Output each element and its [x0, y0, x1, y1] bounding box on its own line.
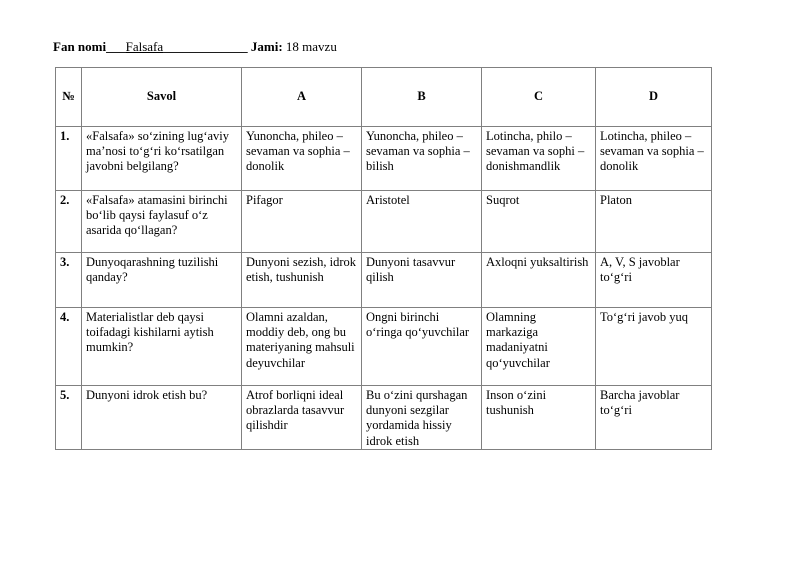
subject-label: Fan nomi — [53, 39, 107, 54]
answer-c-cell: Suqrot — [482, 191, 596, 253]
table-row — [56, 253, 712, 308]
total-value: 18 mavzu — [285, 39, 337, 54]
answer-a-cell: Olamni azaldan, moddiy deb, ong bu materiyaning mahsuli deyuvchilar — [242, 308, 362, 386]
answer-a-cell: Yunoncha, phileo – sevaman va sophia – donolik — [242, 127, 362, 191]
column-header-number: № — [56, 68, 82, 127]
table-row — [56, 191, 712, 253]
table-header-row — [56, 68, 712, 127]
subject-prefix-blank: ___ — [106, 39, 126, 54]
question-cell: «Falsafa» so‘zining lug‘aviy ma’nosi to‘g‘ri ko‘rsatilgan javobni belgilang? — [82, 127, 242, 191]
answer-b-cell: Yunoncha, phileo – sevaman va sophia – bilish — [362, 127, 482, 191]
answer-c-cell: Inson o‘zini tushunish — [482, 386, 596, 450]
table-row — [56, 308, 712, 386]
row-number: 5. — [56, 386, 82, 450]
question-cell: Dunyoni idrok etish bu? — [82, 386, 242, 450]
answer-a-cell: Pifagor — [242, 191, 362, 253]
answer-b-cell: Ongni birinchi o‘ringa qo‘yuvchilar — [362, 308, 482, 386]
column-header-b: B — [362, 68, 482, 127]
question-cell: Materialistlar deb qaysi toifadagi kishilarni aytish mumkin? — [82, 308, 242, 386]
column-header-c: C — [482, 68, 596, 127]
answer-d-cell: Barcha javoblar to‘g‘ri — [596, 386, 712, 450]
answer-d-cell: A, V, S javoblar to‘g‘ri — [596, 253, 712, 308]
column-header-question: Savol — [82, 68, 242, 127]
answer-c-cell: Olamning markaziga madaniyatni qo‘yuvchilar — [482, 308, 596, 386]
quiz-table — [55, 67, 712, 450]
answer-d-cell: To‘g‘ri javob yuq — [596, 308, 712, 386]
answer-d-cell: Platon — [596, 191, 712, 253]
answer-a-cell: Atrof borliqni ideal obrazlarda tasavvur qilishdir — [242, 386, 362, 450]
row-number: 4. — [56, 308, 82, 386]
total-label: Jami: — [250, 39, 283, 54]
answer-d-cell: Lotincha, phileo – sevaman va sophia – donolik — [596, 127, 712, 191]
column-header-d: D — [596, 68, 712, 127]
row-number: 3. — [56, 253, 82, 308]
answer-b-cell: Bu o‘zini qurshagan dunyoni sezgilar yordamida hissiy idrok etish — [362, 386, 482, 450]
answer-c-cell: Lotincha, philo – sevaman va sophi – donishmandlik — [482, 127, 596, 191]
column-header-a: A — [242, 68, 362, 127]
answer-c-cell: Axloqni yuksaltirish — [482, 253, 596, 308]
answer-b-cell: Dunyoni tasavvur qilish — [362, 253, 482, 308]
answer-a-cell: Dunyoni sezish, idrok etish, tushunish — [242, 253, 362, 308]
table-row — [56, 127, 712, 191]
document-header — [53, 39, 337, 55]
row-number: 1. — [56, 127, 82, 191]
row-number: 2. — [56, 191, 82, 253]
question-cell: «Falsafa» atamasini birinchi bo‘lib qaysi faylasuf o‘z asarida qo‘llagan? — [82, 191, 242, 253]
answer-b-cell: Aristotel — [362, 191, 482, 253]
question-cell: Dunyoqarashning tuzilishi qanday? — [82, 253, 242, 308]
table-row — [56, 386, 712, 450]
subject-suffix-blank: _____________ — [163, 39, 248, 54]
subject-value: Falsafa — [125, 39, 164, 54]
